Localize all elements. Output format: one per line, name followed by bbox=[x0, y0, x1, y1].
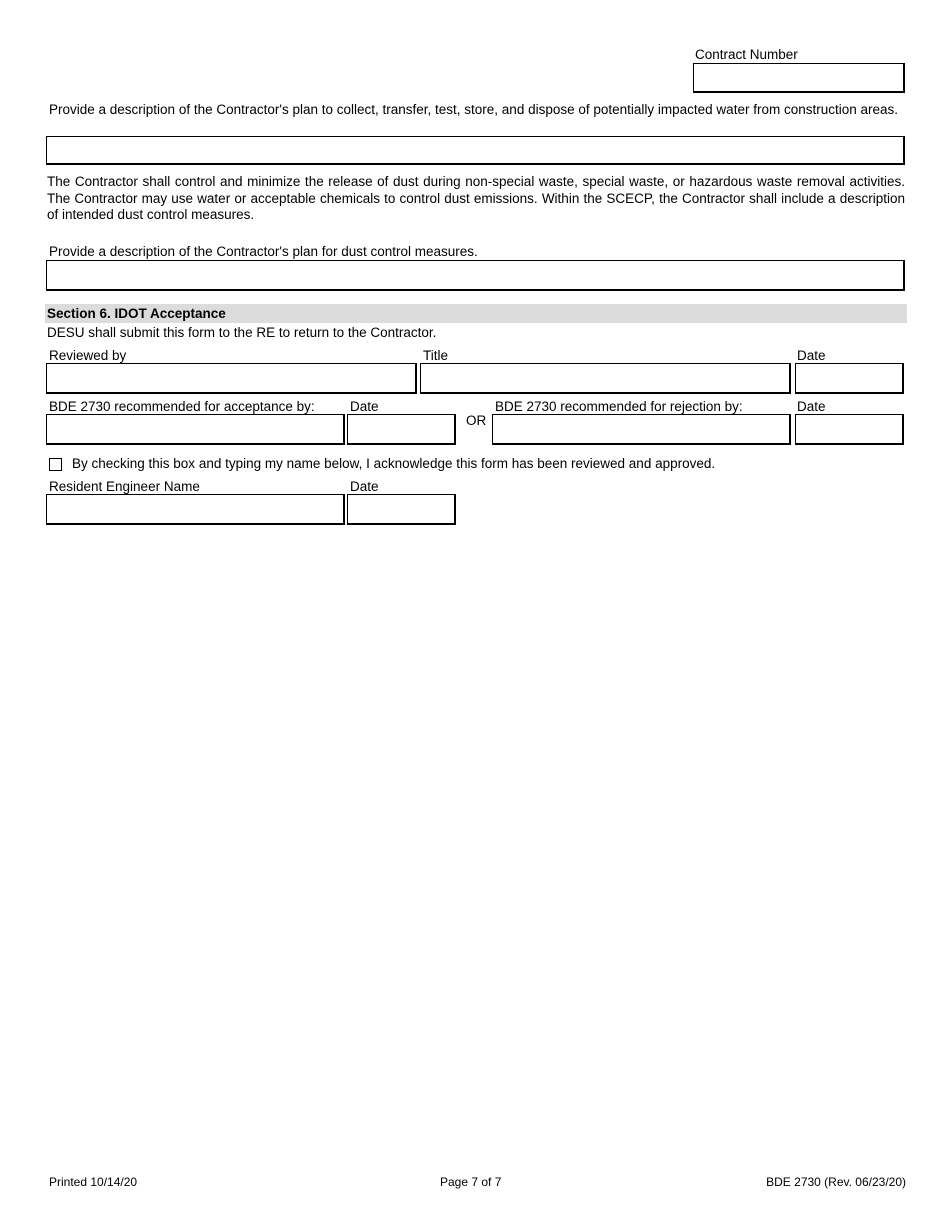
acceptance-by-field[interactable] bbox=[46, 414, 345, 445]
acceptance-date-field[interactable] bbox=[347, 414, 456, 445]
form-id: BDE 2730 (Rev. 06/23/20) bbox=[766, 1175, 906, 1189]
contract-number-field[interactable] bbox=[693, 63, 905, 93]
or-label: OR bbox=[466, 413, 487, 428]
section-6-instruction: DESU shall submit this form to the RE to return to the Contractor. bbox=[47, 325, 437, 340]
resident-engineer-date-field[interactable] bbox=[347, 494, 456, 525]
rejection-date-label: Date bbox=[797, 399, 826, 414]
rejection-date-field[interactable] bbox=[795, 414, 904, 445]
acknowledge-text: By checking this box and typing my name below, I acknowledge this form has been reviewed and approved. bbox=[72, 456, 716, 471]
title-field[interactable] bbox=[420, 363, 791, 394]
acknowledge-checkbox[interactable] bbox=[49, 458, 62, 471]
resident-engineer-name-field[interactable] bbox=[46, 494, 345, 525]
dust-plan-prompt: Provide a description of the Contractor's plan for dust control measures. bbox=[49, 244, 478, 259]
page-number: Page 7 of 7 bbox=[440, 1175, 502, 1189]
printed-date: Printed 10/14/20 bbox=[49, 1175, 138, 1189]
acceptance-label: BDE 2730 recommended for acceptance by: bbox=[49, 399, 315, 414]
reviewed-by-label: Reviewed by bbox=[49, 348, 127, 363]
acceptance-date-label: Date bbox=[350, 399, 379, 414]
reviewed-by-field[interactable] bbox=[46, 363, 417, 394]
reviewed-date-field[interactable] bbox=[795, 363, 904, 394]
dust-plan-field[interactable] bbox=[46, 260, 905, 291]
title-label: Title bbox=[423, 348, 449, 363]
dust-control-statement: The Contractor shall control and minimize the release of dust during non-special waste, special waste, or hazardous waste removal activities. The Contractor may use water or acceptable chemicals to control dust emissions. Within the SCECP, the Contractor shall include a description of intended dust control measures. bbox=[47, 174, 905, 222]
rejection-label: BDE 2730 recommended for rejection by: bbox=[495, 399, 743, 414]
contract-number-label: Contract Number bbox=[695, 47, 798, 62]
reviewed-date-label: Date bbox=[797, 348, 826, 363]
section-6-heading: Section 6. IDOT Acceptance bbox=[45, 304, 907, 323]
water-plan-field[interactable] bbox=[46, 136, 905, 165]
water-plan-prompt: Provide a description of the Contractor's plan to collect, transfer, test, store, and dispose of potentially impacted water from construction areas. bbox=[49, 102, 899, 117]
resident-engineer-label: Resident Engineer Name bbox=[49, 479, 200, 494]
rejection-by-field[interactable] bbox=[492, 414, 791, 445]
resident-engineer-date-label: Date bbox=[350, 479, 379, 494]
